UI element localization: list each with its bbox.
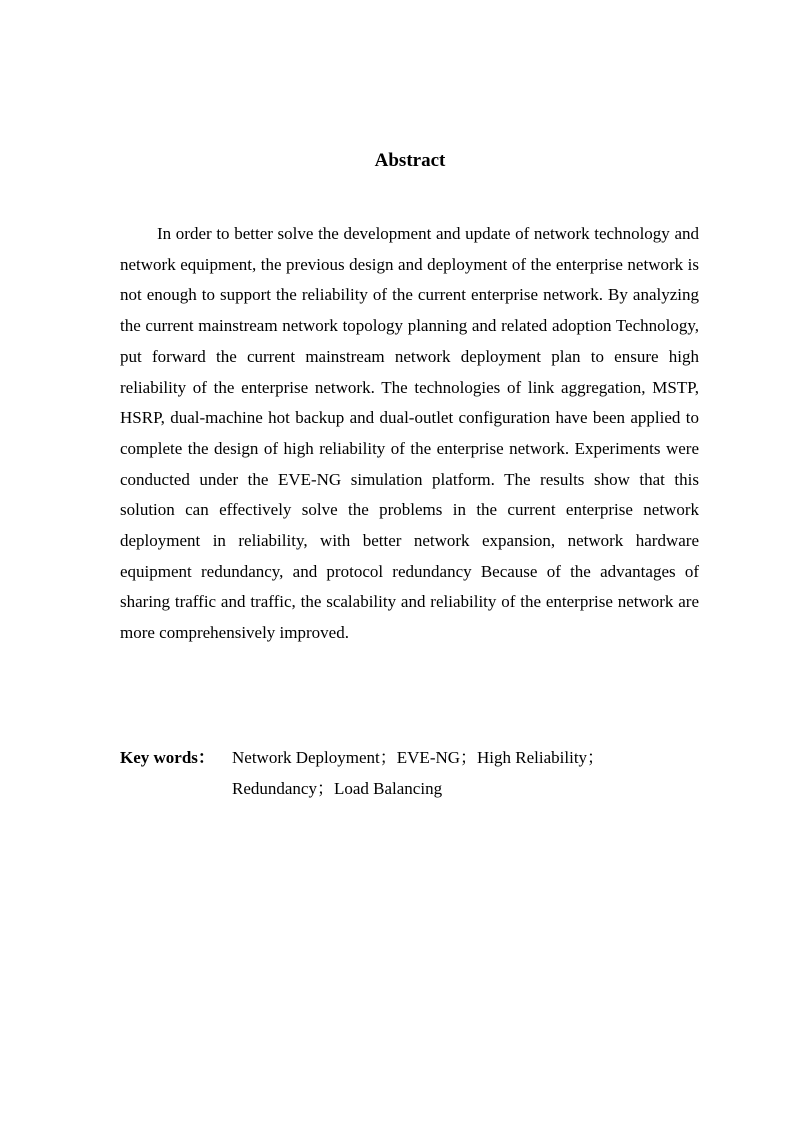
keywords-list bbox=[232, 742, 702, 804]
keywords-line-1: Network Deployment；EVE-NG；High Reliability； bbox=[232, 748, 605, 767]
keywords-label: Key words： bbox=[120, 748, 215, 767]
abstract-body: In order to better solve the development and update of network technology and network equipment, the previous design and deployment of the enterprise network is not enough to support the reliability of the current enterprise network. By analyzing the current mainstream network topology planning and related adoption Technology, put forward the current mainstream network deployment plan to ensure high reliability of the enterprise network. The technologies of link aggregation, MSTP, HSRP, dual-machine hot backup and dual-outlet configuration have been applied to complete the design of high reliability of the enterprise network. Experiments were conducted under the EVE-NG simulation platform. The results show that this solution can effectively solve the problems in the current enterprise network deployment in reliability, with better network expansion, network hardware equipment redundancy, and protocol redundancy Because of the advantages of sharing traffic and traffic, the scalability and reliability of the enterprise network are more comprehensively improved. bbox=[120, 224, 699, 643]
keywords-line-2: Redundancy；Load Balancing bbox=[232, 779, 443, 798]
abstract-title: Abstract bbox=[374, 150, 446, 171]
